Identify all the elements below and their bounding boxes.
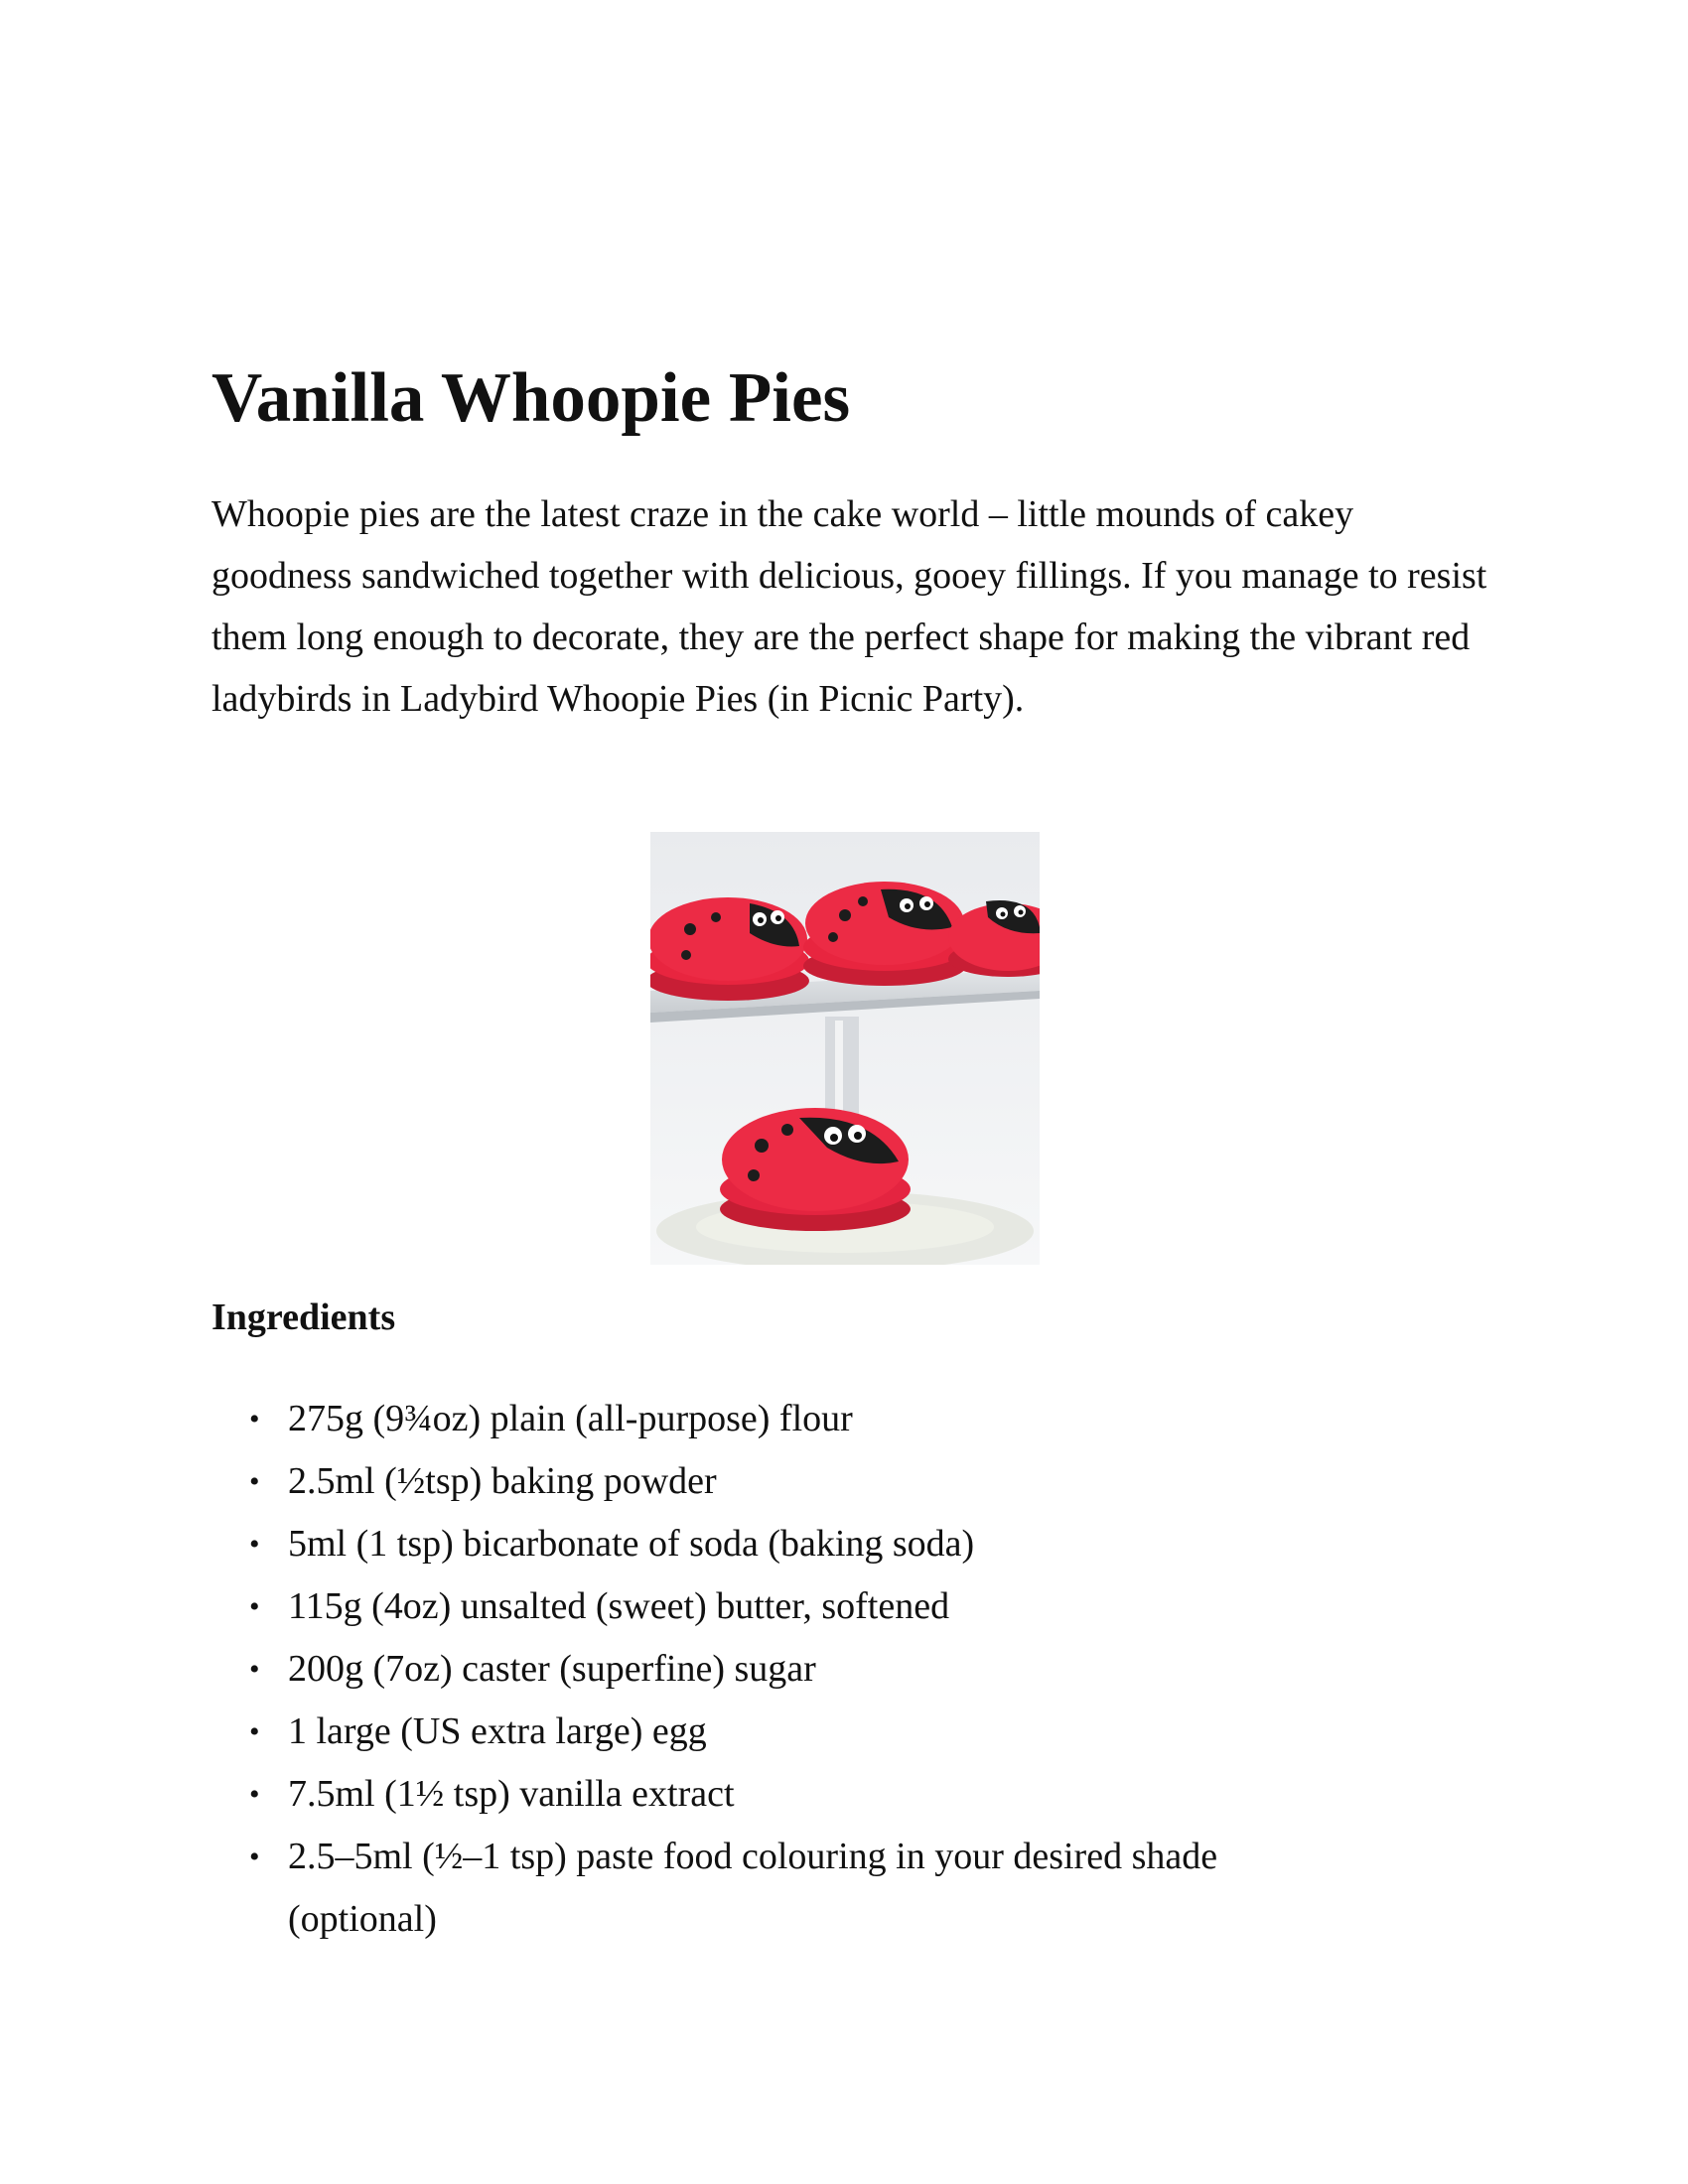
ingredient-text: 200g (7oz) caster (superfine) sugar <box>288 1648 816 1690</box>
bullet-icon: • <box>249 1465 260 1498</box>
ingredient-item <box>211 1450 1492 1513</box>
recipe-intro: Whoopie pies are the latest craze in the cake world – little mounds of cakey goodness sandwiched together with delicious, gooey fillings. If you manage to resist them long enough to decorate, they are the perfect shape for making the vibrant red ladybirds in Ladybird Whoopie Pies (in Picnic Party). <box>211 493 1487 720</box>
ingredient-text: 7.5ml (1½ tsp) vanilla extract <box>288 1773 735 1815</box>
ingredients-list <box>211 1388 1492 1951</box>
bullet-icon: • <box>249 1403 260 1435</box>
ingredient-item <box>211 1826 1492 1951</box>
ingredient-item <box>211 1388 1492 1450</box>
ingredient-text: 2.5ml (½tsp) baking powder <box>288 1460 717 1502</box>
bullet-icon: • <box>249 1590 260 1623</box>
ingredient-text: 2.5–5ml (½–1 tsp) paste food colouring in your desired shade (optional) <box>288 1836 1218 1940</box>
ingredient-item <box>211 1513 1492 1575</box>
ingredient-text: 5ml (1 tsp) bicarbonate of soda (baking soda) <box>288 1523 975 1565</box>
ingredient-text: 1 large (US extra large) egg <box>288 1710 707 1752</box>
bullet-icon: • <box>249 1841 260 1873</box>
ingredient-item <box>211 1575 1492 1638</box>
bullet-icon: • <box>249 1778 260 1811</box>
ingredient-text: 275g (9¾oz) plain (all-purpose) flour <box>288 1398 853 1439</box>
ingredient-item <box>211 1638 1492 1701</box>
bullet-icon: • <box>249 1528 260 1561</box>
ingredient-item <box>211 1763 1492 1826</box>
bullet-icon: • <box>249 1715 260 1748</box>
ladybird-whoopie-pies-photo <box>650 832 1040 1265</box>
ingredients-heading: Ingredients <box>211 1297 396 1338</box>
ingredient-text: 115g (4oz) unsalted (sweet) butter, softened <box>288 1585 950 1627</box>
ingredient-item <box>211 1701 1492 1763</box>
recipe-title: Vanilla Whoopie Pies <box>211 359 851 437</box>
bullet-icon: • <box>249 1653 260 1686</box>
